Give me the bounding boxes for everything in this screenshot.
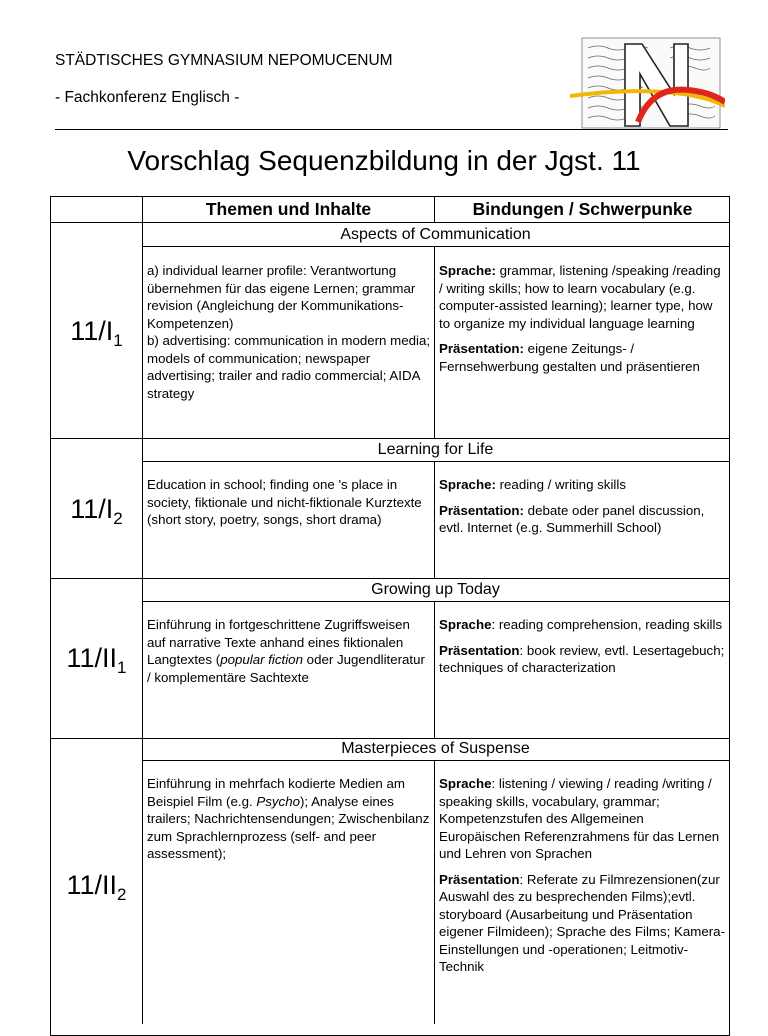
- theme-divider: [142, 246, 730, 247]
- row-theme: Masterpieces of Suspense: [341, 740, 530, 757]
- content-divider: [434, 461, 435, 578]
- content-divider: [434, 601, 435, 738]
- school-logo: [570, 36, 725, 131]
- row-theme: Growing up Today: [371, 581, 500, 598]
- row-content: Einführung in mehrfach kodierte Medien am Beispiel Film (e.g. Psycho); Analyse eines trailers; Nachrichtensendungen; Zwischenbilanz zum Sprachlernprozess (self- and peer assessment);: [147, 776, 430, 861]
- row-theme: Aspects of Communication: [340, 226, 531, 243]
- school-name: STÄDTISCHES GYMNASIUM NEPOMUCENUM: [55, 52, 393, 69]
- row-divider: [50, 578, 730, 579]
- row-code: $11/I_1$: [70, 316, 123, 350]
- row-content: Einführung in fortgeschrittene Zugriffsweisen auf narrative Texte anhand eines fiktionalen Langtextes (popular fiction oder Jugendliteratur / komplementäre Sachtexte: [147, 617, 425, 685]
- theme-divider: [142, 760, 730, 761]
- header-row-line: [50, 222, 730, 223]
- theme-divider: [142, 461, 730, 462]
- row-code: $11/II_1$: [66, 643, 127, 677]
- row-theme: Learning for Life: [377, 441, 494, 458]
- code-column-line: [142, 196, 143, 1024]
- row-focus: Sprache: reading / writing skills Präsentation: debate oder panel discussion, evtl. Internet (e.g. Summerhill School): [439, 477, 705, 535]
- row-focus: Sprache: listening / viewing / reading /writing / speaking skills, vocabulary, grammar; Kompetenzstufen des Allgemeinen Europäischen Referenzrahmens für das Lernen und Lehren von Sprachen Präsentation: Referate zu Filmrezensionen(zur Auswahl des zu besprechenden Films);evtl. storyboard (Ausarbeitung und Präsentation eigener Filmideen); Sprache des Films; Kamera-Einstellungen und -operationen; Leitmotiv-Technik: [439, 776, 725, 974]
- row-divider: [50, 738, 730, 739]
- row-code: $11/I_2$: [70, 494, 123, 528]
- column-header-themes: Themen und Inhalte: [205, 199, 372, 219]
- page-title: Vorschlag Sequenzbildung in der Jgst. 11: [127, 145, 641, 176]
- content-divider: [434, 760, 435, 1024]
- department-subtitle: - Fachkonferenz Englisch -: [55, 89, 240, 106]
- row-content: Education in school; finding one 's place in society, fiktionale und nicht-fiktionale Kurztexte (short story, poetry, songs, short drama): [147, 477, 422, 527]
- row-code: $11/II_2$: [66, 870, 127, 904]
- row-content: a) individual learner profile: Verantwortung übernehmen für das eigene Lernen; grammar revision (Angleichung der Kommunikations-Kompetenzen) b) advertising: communication in modern media; models of communication; newspaper advertising; trailer and radio commercial; AIDA strategy: [147, 263, 431, 401]
- theme-divider: [142, 601, 730, 602]
- row-focus: Sprache: grammar, listening /speaking /reading / writing skills; how to learn vocabulary (e.g. computer-assisted learning); learner type, how to organize my individual language learning Präsentation: eigene Zeitungs- / Fernsehwerbung gestalten und präsentieren: [439, 263, 721, 374]
- row-divider: [50, 438, 730, 439]
- row-focus: Sprache: reading comprehension, reading skills Präsentation: book review, evtl. Lesertagebuch; techniques of characterization: [439, 617, 725, 675]
- content-divider: [434, 246, 435, 438]
- column-header-focus: Bindungen / Schwerpunke: [472, 199, 693, 219]
